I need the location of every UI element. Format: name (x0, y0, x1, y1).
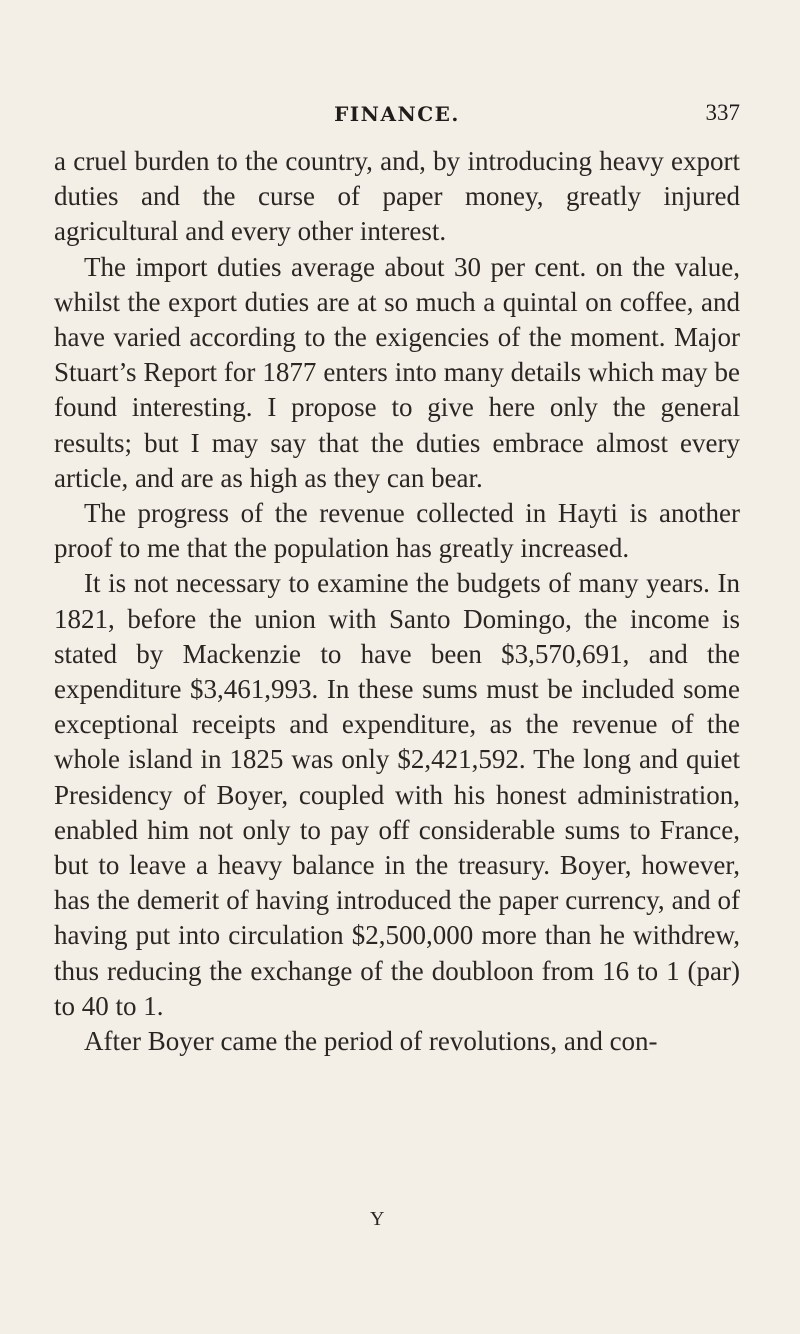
signature-mark: Y (370, 1208, 385, 1230)
paragraph-4: It is not necessary to examine the budgets of many years. In 1821, before the union with Santo Domingo, the income is stated by Mackenzie to have been $3,570,691, and the expenditure $3,461,993. In these sums must be included some exceptional receipts and expenditure, as the revenue of the whole island in 1825 was only $2,421,592. The long and quiet Presidency of Boyer, coupled with his honest administration, enabled him not only to pay off considerable sums to France, but to leave a heavy balance in the treasury. Boyer, however, has the demerit of having introduced the paper currency, and of having put into circulation $2,500,000 more than he withdrew, thus reducing the exchange of the doubloon from 16 to 1 (par) to 40 to 1. (54, 568, 740, 1021)
book-page (54, 100, 740, 1059)
paragraph-2: The import duties average about 30 per cent. on the value, whilst the export duties are at so much a quintal on coffee, and have varied according to the exigencies of the moment. Major Stuart’s Report for 1877 enters into many details which may be found interesting. I propose to give here only the general results; but I may say that the duties embrace almost every article, and are as high as they can bear. (54, 251, 740, 493)
page-number: 337 (705, 100, 740, 125)
running-title: FINANCE. (334, 102, 460, 126)
body-text (54, 144, 740, 1059)
paragraph-5: After Boyer came the period of revolutions, and con- (84, 1026, 658, 1057)
running-head (54, 100, 740, 140)
paragraph-1: a cruel burden to the country, and, by introducing heavy export duties and the curse of paper money, greatly injured agricultural and every other interest. (54, 146, 740, 247)
paragraph-3: The progress of the revenue collected in Hayti is another proof to me that the population has greatly increased. (54, 498, 740, 564)
